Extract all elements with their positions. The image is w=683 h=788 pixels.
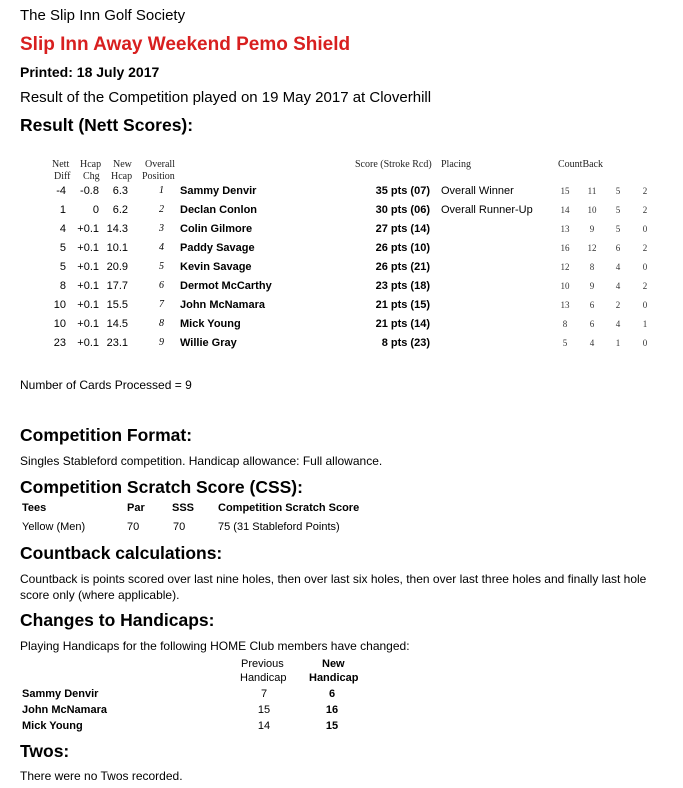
handicap-player-name: Mick Young [22,720,83,732]
overall-position: 8 [159,318,164,329]
countback-value: 6 [615,243,621,253]
nett-diff: 8 [59,280,66,292]
countback-value: 14 [560,205,570,215]
score: 21 pts (14) [375,318,430,330]
css-tees-value: Yellow (Men) [22,521,86,533]
twos-heading: Twos: [20,741,70,761]
player-name: Paddy Savage [180,242,255,254]
score: 23 pts (18) [375,280,430,292]
player-name: Kevin Savage [180,261,252,273]
css-sss-value: 70 [173,521,186,533]
nett-diff: 23 [53,337,66,349]
countback-value: 13 [560,300,570,310]
hcap-chg: +0.1 [77,318,99,330]
css-header-tees: Tees [22,502,47,514]
result-heading: Result (Nett Scores): [20,115,194,135]
result-line: Result of the Competition played on 19 May 2017 at Cloverhill [20,89,432,106]
player-name: Willie Gray [180,337,237,349]
countback-value: 2 [642,281,648,291]
countback-value: 4 [615,281,621,291]
twos-text: There were no Twos recorded. [20,769,183,783]
header-new-hcp: New [322,658,345,670]
score: 8 pts (23) [381,337,430,349]
header-score: Score (Stroke Rcd) [355,159,432,170]
result-row [0,299,683,318]
previous-handicap: 14 [257,720,271,732]
new-hcap: 6.2 [112,204,128,216]
result-row [0,261,683,280]
result-row [0,280,683,299]
nett-diff: 5 [59,242,66,254]
css-header-par: Par [127,502,145,514]
result-row [0,337,683,356]
hcap-chg: +0.1 [77,280,99,292]
hcap-chg: +0.1 [77,223,99,235]
handicap-player-name: John McNamara [22,704,107,716]
cards-processed: Number of Cards Processed = 9 [20,378,192,392]
countback-heading: Countback calculations: [20,543,223,563]
countback-value: 15 [560,186,570,196]
countback-value: 13 [560,224,570,234]
countback-value: 12 [587,243,597,253]
score: 35 pts (07) [375,185,430,197]
new-hcap: 10.1 [106,242,128,254]
countback-value: 1 [642,319,648,329]
countback-value: 9 [589,281,595,291]
header-placing: Placing [441,159,471,170]
player-name: Mick Young [180,318,241,330]
printed-date: Printed: 18 July 2017 [20,64,160,80]
header-new: New [113,159,132,170]
result-row [0,204,683,223]
countback-value: 5 [615,205,621,215]
countback-value: 5 [615,186,621,196]
countback-value: 0 [642,300,648,310]
header-countback: CountBack [558,159,603,170]
nett-diff: -4 [56,185,66,197]
result-row [0,242,683,261]
nett-diff: 5 [59,261,66,273]
new-hcap: 15.5 [106,299,128,311]
countback-value: 6 [589,319,595,329]
css-score-value: 75 (31 Stableford Points) [218,521,340,533]
format-text: Singles Stableford competition. Handicap allowance: Full allowance. [20,454,383,468]
score: 27 pts (14) [375,223,430,235]
new-hcap: 6.3 [112,185,128,197]
overall-position: 4 [159,242,164,253]
countback-value: 11 [587,186,597,196]
score: 30 pts (06) [375,204,430,216]
countback-value: 10 [560,281,570,291]
hcap-chg: +0.1 [77,242,99,254]
countback-value: 5 [562,338,568,348]
score: 26 pts (21) [375,261,430,273]
countback-value: 8 [589,262,595,272]
page-title: Slip Inn Away Weekend Pemo Shield [20,34,351,55]
result-row [0,223,683,242]
new-hcap: 14.5 [106,318,128,330]
player-name: Sammy Denvir [180,185,257,197]
header-diff: Diff [54,171,71,182]
previous-handicap: 7 [260,688,268,700]
header-previous-handicap: Handicap [240,672,287,684]
countback-value: 16 [560,243,570,253]
handicap-text: Playing Handicaps for the following HOME Club members have changed: [20,639,410,653]
header-chg: Chg [83,171,100,182]
previous-handicap: 15 [257,704,271,716]
countback-value: 6 [589,300,595,310]
hcap-chg: +0.1 [77,299,99,311]
countback-value: 4 [615,319,621,329]
countback-value: 2 [642,205,648,215]
score: 26 pts (10) [375,242,430,254]
countback-value: 12 [560,262,570,272]
placing: Overall Runner-Up [441,204,533,216]
header-new-hcap: Hcap [111,171,133,182]
overall-position: 7 [159,299,164,310]
player-name: Dermot McCarthy [180,280,272,292]
countback-value: 0 [642,338,648,348]
handicap-heading: Changes to Handicaps: [20,610,215,630]
nett-diff: 10 [53,299,66,311]
format-heading: Competition Format: [20,425,193,445]
header-position: Position [142,171,175,182]
countback-value: 4 [589,338,595,348]
result-row [0,185,683,204]
css-header-score: Competition Scratch Score [218,502,360,514]
hcap-chg: -0.8 [80,185,99,197]
new-handicap: 6 [328,688,336,700]
countback-value: 2 [642,243,648,253]
hcap-chg: 0 [92,204,99,216]
nett-diff: 1 [59,204,66,216]
nett-diff: 4 [59,223,66,235]
player-name: Declan Conlon [180,204,258,216]
countback-value: 10 [587,205,597,215]
countback-value: 0 [642,262,648,272]
overall-position: 2 [159,204,164,215]
new-hcap: 20.9 [106,261,128,273]
css-heading: Competition Scratch Score (CSS): [20,477,303,497]
countback-value: 1 [615,338,621,348]
countback-value: 9 [589,224,595,234]
overall-position: 3 [159,223,164,234]
new-hcap: 14.3 [106,223,128,235]
countback-value: 5 [615,224,621,234]
nett-diff: 10 [53,318,66,330]
header-nett: Nett [52,159,70,170]
score: 21 pts (15) [375,299,430,311]
new-handicap: 15 [325,720,339,732]
css-par-value: 70 [127,521,140,533]
countback-text-2: score only (where applicable). [20,588,180,602]
overall-position: 5 [159,261,164,272]
new-handicap: 16 [325,704,339,716]
countback-value: 0 [642,224,648,234]
player-name: John McNamara [180,299,265,311]
countback-value: 2 [615,300,621,310]
handicap-player-name: Sammy Denvir [22,688,99,700]
countback-text-1: Countback is points scored over last nine holes, then over last six holes, then over last three holes and finally last hole [20,572,647,586]
overall-position: 9 [159,337,164,348]
new-hcap: 23.1 [106,337,128,349]
header-overall: Overall [145,159,175,170]
placing: Overall Winner [441,185,514,197]
player-name: Colin Gilmore [180,223,253,235]
header-previous: Previous [241,658,284,670]
hcap-chg: +0.1 [77,337,99,349]
overall-position: 1 [159,185,164,196]
header-hcap: Hcap [80,159,102,170]
hcap-chg: +0.1 [77,261,99,273]
result-row [0,318,683,337]
header-new-handicap: Handicap [309,672,359,684]
new-hcap: 17.7 [106,280,128,292]
countback-value: 8 [562,319,568,329]
countback-value: 2 [642,186,648,196]
society-name: The Slip Inn Golf Society [20,7,186,24]
countback-value: 4 [615,262,621,272]
overall-position: 6 [159,280,164,291]
css-header-sss: SSS [172,502,195,514]
